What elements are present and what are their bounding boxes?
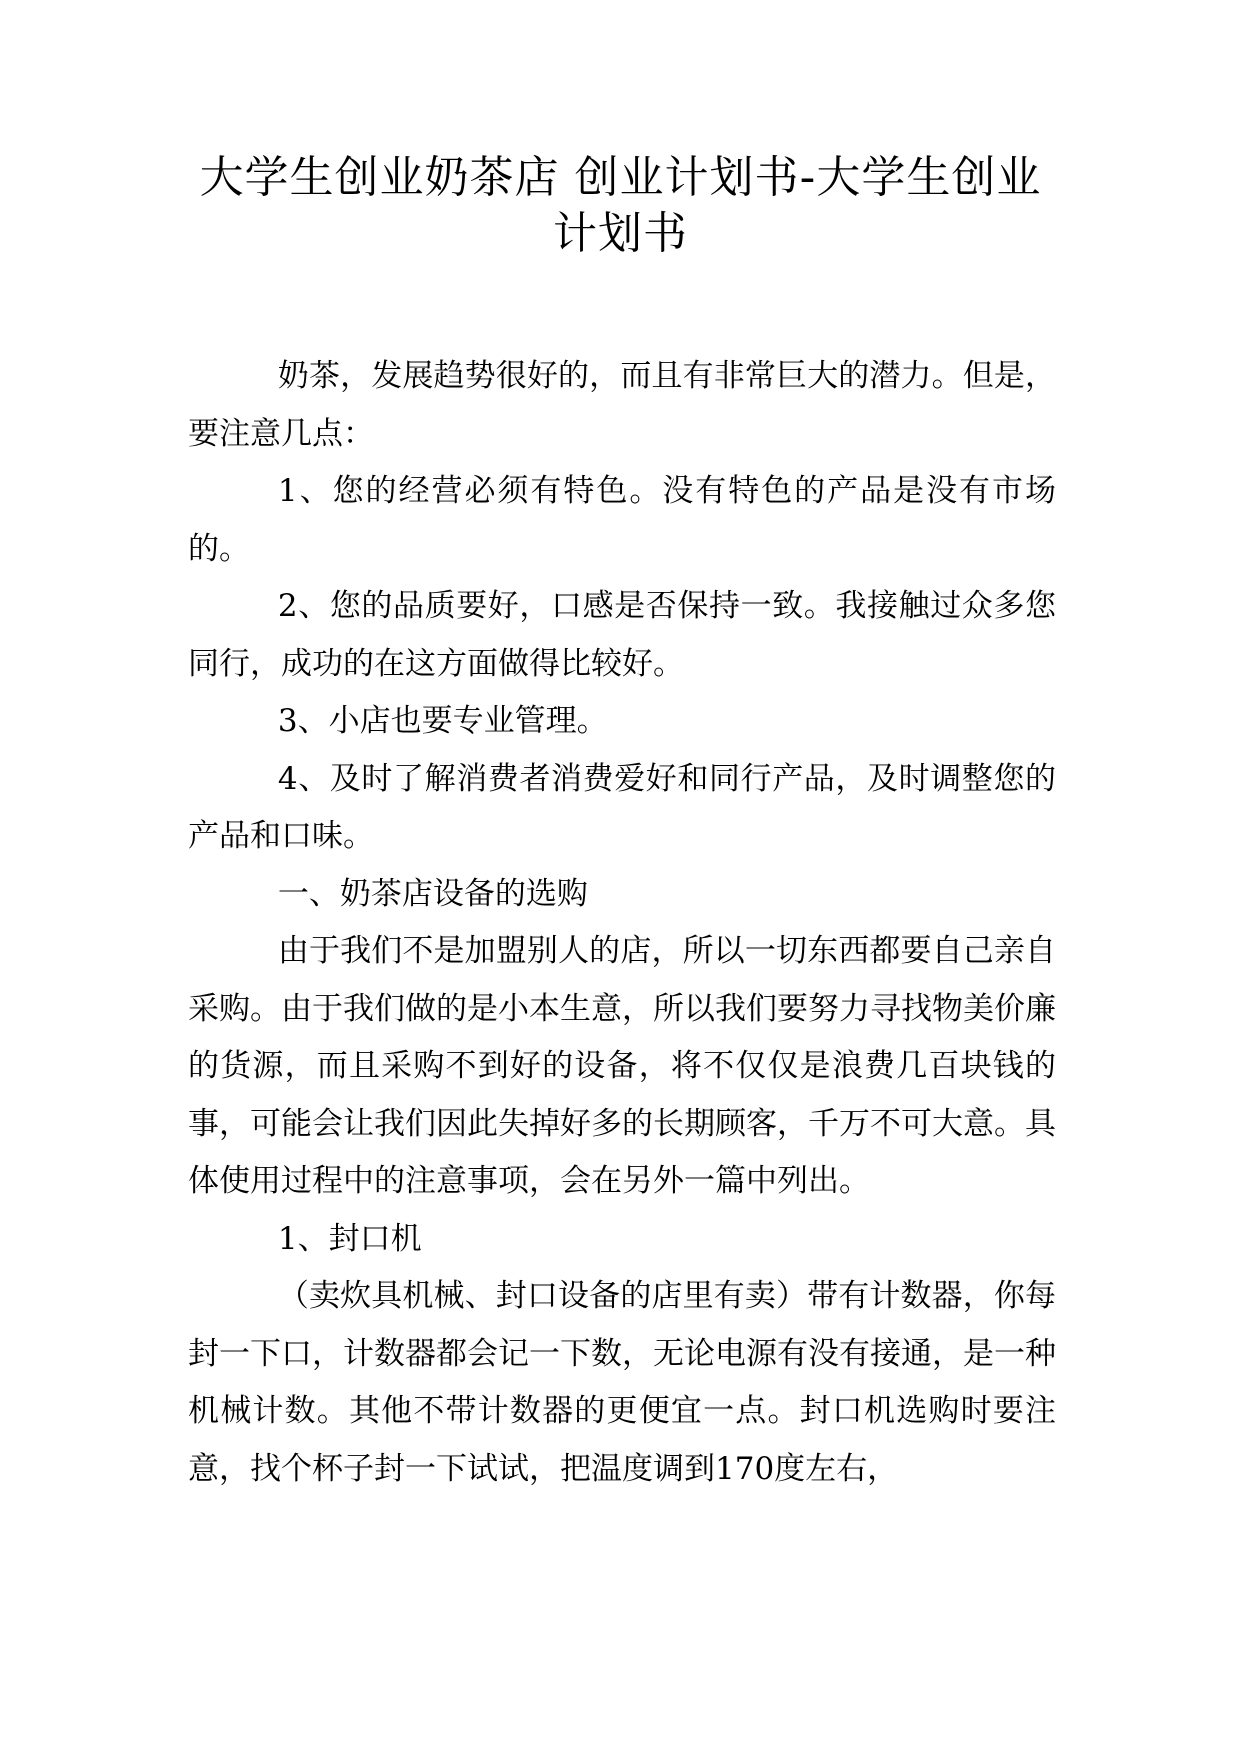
paragraph-equipment-intro: 由于我们不是加盟别人的店，所以一切东西都要自己亲自采购。由于我们做的是小本生意，所以我们要努力寻找物美价廉的货源，而且采购不到好的设备，将不仅仅是浪费几百块钱的事，可能会让我们因此失掉好多的长期顾客，千万不可大意。具体使用过程中的注意事项，会在另外一篇中列出。 xyxy=(188,933,1056,1199)
section-heading-equipment: 一、奶茶店设备的选购 xyxy=(277,875,588,912)
document-title xyxy=(180,150,1061,262)
document-body xyxy=(188,348,1056,1498)
subheading-sealing-machine: 1、封口机 xyxy=(277,1220,422,1257)
paragraph-sealing-machine: （卖炊具机械、封口设备的店里有卖）带有计数器，你每封一下口，计数器都会记一下数，无论电源有没有接通，是一种机械计数。其他不带计数器的更便宜一点。封口机选购时要注意，找个杯子封一下试试，把温度调到170度左右， xyxy=(188,1278,1056,1487)
paragraph-point-4: 4、及时了解消费者消费爱好和同行产品，及时调整您的产品和口味。 xyxy=(188,760,1056,854)
paragraph-intro: 奶茶，发展趋势很好的，而且有非常巨大的潜力。但是，要注意几点： xyxy=(188,358,1056,452)
title-line-2: 计划书 xyxy=(553,208,688,259)
paragraph-point-1: 1、您的经营必须有特色。没有特色的产品是没有市场的。 xyxy=(188,473,1056,567)
paragraph-point-3: 3、小店也要专业管理。 xyxy=(277,703,608,739)
paragraph-point-2: 2、您的品质要好，口感是否保持一致。我接触过众多您同行，成功的在这方面做得比较好。 xyxy=(188,588,1056,682)
title-line-1: 大学生创业奶茶店 创业计划书-大学生创业 xyxy=(199,152,1042,203)
